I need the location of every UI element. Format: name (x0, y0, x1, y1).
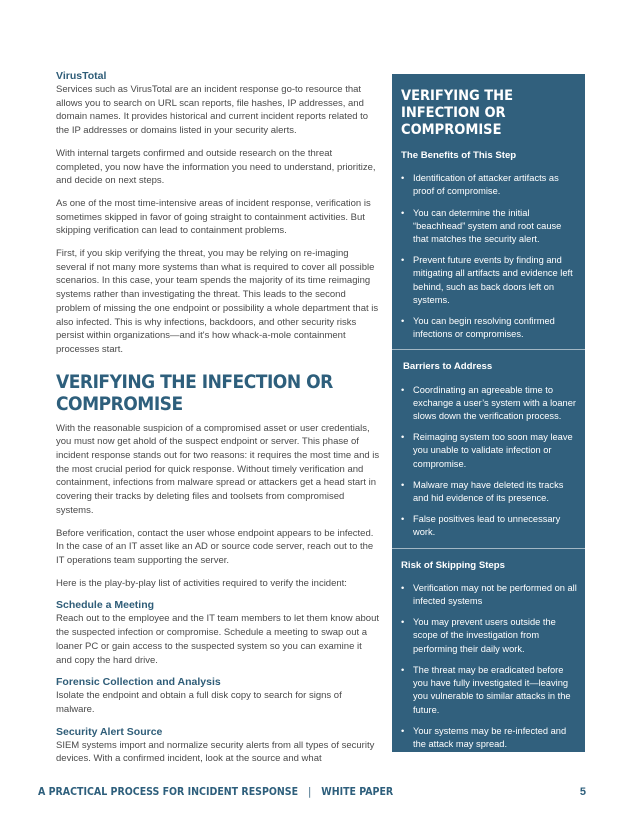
barriers-heading: Barriers to Address (403, 361, 493, 373)
list-item: • Your systems may be re-infected and the attack may spread. (401, 725, 577, 751)
virustotal-heading: VirusTotal (56, 70, 107, 82)
list-item: • Coordinating an agreeable time to exchange a user’s system with a loaner slows down the verification process. (401, 384, 577, 424)
list-item: • Prevent future events by finding and mitigating all artifacts and evidence left behind, such as back doors left on systems. (401, 254, 577, 307)
list-item: • The threat may be eradicated before you have fully investigated it—leaving you vulnerable to similar attacks in the future. (401, 664, 577, 717)
list-item: • You may prevent users outside the scope of the investigation from performing their daily work. (401, 616, 577, 656)
paragraph-reasonable-suspicion: With the reasonable suspicion of a compromised asset or user credentials, you must now get ahold of the suspect endpoint or server. This phase of incident response stands out for two reasons: it requires the most time and is the most crucial period for quick response. Without timely verification and containment, infections from malware spread or attackers get a head start in covering their tracks by deleting files and toolsets from compromised systems. (56, 422, 380, 516)
forensic-paragraph: Isolate the endpoint and obtain a full disk copy to search for signs of malware. (56, 690, 342, 715)
list-item: • You can begin resolving confirmed infections or compromises. (401, 315, 577, 341)
main-column (56, 70, 380, 775)
paragraph-before-verification: Before verification, contact the user whose endpoint appears to be infected. In the case of an IT asset like an AD or source code server, reach out to the IT operations team supporting the server. (56, 527, 374, 566)
barriers-list (401, 384, 577, 540)
sidebar-title: VERIFYING THE INFECTION OR COMPROMISE (401, 88, 514, 138)
sidebar-divider (392, 349, 585, 350)
footer-separator: | (308, 786, 312, 798)
sidebar-divider (392, 548, 585, 549)
forensic-heading: Forensic Collection and Analysis (56, 676, 221, 689)
paragraph-internal-targets: With internal targets confirmed and outside research on the threat completed, you now have the information you need to understand, prioritize, and decide on next steps. (56, 147, 376, 187)
benefits-heading: The Benefits of This Step (401, 150, 517, 161)
footer-doc-title: A PRACTICAL PROCESS FOR INCIDENT RESPONSE (38, 786, 299, 798)
list-item: • You can determine the initial “beachhead” system and root cause that matches the security alert. (401, 207, 577, 247)
list-item: • Verification may not be performed on all infected systems (401, 582, 577, 608)
footer-title (38, 786, 393, 798)
list-item: • Malware may have deleted its tracks and hid evidence of its presence. (401, 479, 577, 505)
virustotal-paragraph: Services such as VirusTotal are an incident response go-to resource that allows you to search on URL scan reports, file hashes, IP addresses, and domain names. It provides historical and current incident reports related to the IP addresses or domains listed in your security alerts. (56, 84, 369, 137)
paragraph-play-by-play: Here is the play-by-play list of activities required to verify the incident: (56, 577, 347, 589)
risk-list (401, 582, 577, 751)
security-alert-paragraph: SIEM systems import and normalize security alerts from all types of security devices. With a confirmed incident, look at the source and what (56, 739, 375, 765)
page-number: 5 (579, 786, 586, 798)
footer-doc-type: WHITE PAPER (321, 786, 394, 798)
schedule-meeting-paragraph: Reach out to the employee and the IT team members to let them know about the suspected infection or compromise. Schedule a meeting to swap out a loaner PC or gain access to the suspected system so you can examine it and copy the hard drive. (56, 613, 380, 666)
risk-heading: Risk of Skipping Steps (401, 559, 505, 571)
paragraph-time-intensive: As one of the most time-intensive areas of incident response, verification is sometimes skipped in favor of going straight to containment activities. But skipping verification can lead to containment problems. (56, 197, 371, 237)
security-alert-heading: Security Alert Source (56, 725, 163, 738)
list-item: • False positives lead to unnecessary work. (401, 513, 577, 539)
sidebar-panel (392, 74, 585, 752)
schedule-meeting-heading: Schedule a Meeting (56, 599, 155, 612)
list-item: • Identification of attacker artifacts as proof of compromise. (401, 172, 577, 198)
paragraph-skip-verifying: First, if you skip verifying the threat, you may be relying on re-imaging several if not many more systems than what is required to cover all possible scenarios. In this case, your team spends the majority of its time reimaging systems rather than investigating the threat. This leads to the second problem of missing the one endpoint or possibility a whole department that is also infected. This is why infections, backdoors, and other security risks persist within organizations—and it's how whack-a-mole containment processes start. (56, 248, 379, 355)
page-footer (38, 786, 586, 802)
list-item: • Reimaging system too soon may leave you unable to validate infection or compromise. (401, 431, 577, 471)
section-heading-verifying: VERIFYING THE INFECTION OR COMPROMISE (56, 370, 333, 415)
benefits-list (401, 172, 577, 341)
